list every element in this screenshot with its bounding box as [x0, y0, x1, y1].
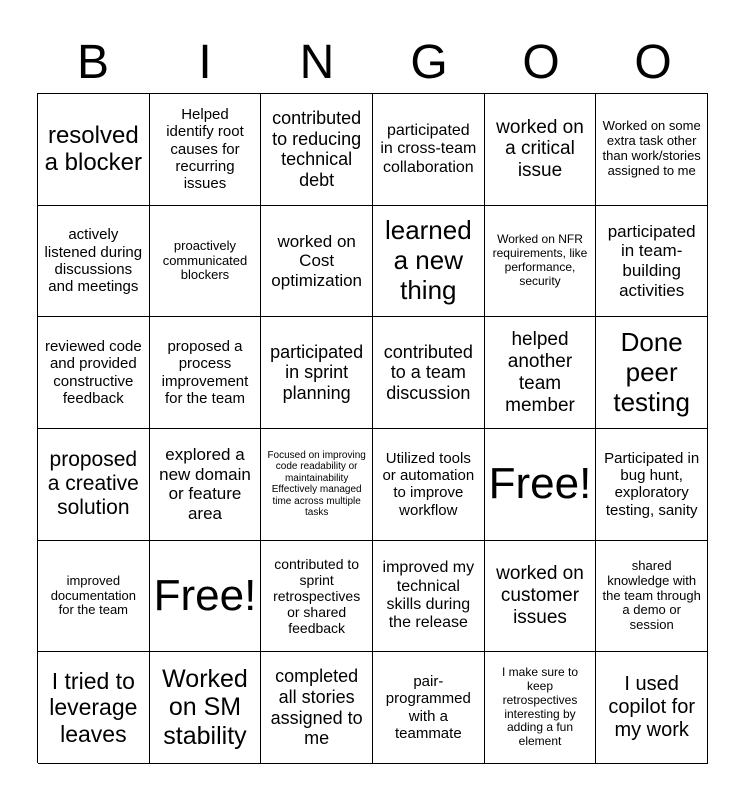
- bingo-cell[interactable]: proposed a creative solution: [38, 429, 150, 541]
- bingo-cell[interactable]: proposed a process improvement for the team: [150, 317, 262, 429]
- bingo-cell[interactable]: participated in sprint planning: [261, 317, 373, 429]
- bingo-cell[interactable]: Worked on some extra task other than work/stories assigned to me: [596, 94, 708, 206]
- bingo-cell[interactable]: contributed to reducing technical debt: [261, 94, 373, 206]
- bingo-cell[interactable]: resolved a blocker: [38, 94, 150, 206]
- bingo-header: [37, 30, 709, 94]
- bingo-cell[interactable]: participated in cross-team collaboration: [373, 94, 485, 206]
- bingo-cell[interactable]: Helped identify root causes for recurring issues: [150, 94, 262, 206]
- bingo-cell[interactable]: Worked on NFR requirements, like performance, security: [485, 206, 597, 318]
- bingo-cell[interactable]: worked on customer issues: [485, 541, 597, 653]
- bingo-cell[interactable]: pair-programmed with a teammate: [373, 652, 485, 764]
- bingo-cell[interactable]: Focused on improving code readability or maintainability Effectively managed time across multiple tasks: [261, 429, 373, 541]
- bingo-cell[interactable]: improved my technical skills during the release: [373, 541, 485, 653]
- bingo-cell[interactable]: improved documentation for the team: [38, 541, 150, 653]
- header-letter-i: I: [198, 35, 212, 89]
- bingo-cell[interactable]: actively listened during discussions and meetings: [38, 206, 150, 318]
- header-letter-g: G: [410, 35, 448, 89]
- bingo-cell[interactable]: I tried to leverage leaves: [38, 652, 150, 764]
- bingo-cell[interactable]: contributed to sprint retrospectives or shared feedback: [261, 541, 373, 653]
- bingo-cell[interactable]: worked on Cost optimization: [261, 206, 373, 318]
- free-cell[interactable]: Free!: [150, 541, 262, 653]
- bingo-cell[interactable]: shared knowledge with the team through a demo or session: [596, 541, 708, 653]
- header-letter-b: B: [76, 35, 109, 89]
- bingo-cell[interactable]: learned a new thing: [373, 206, 485, 318]
- bingo-cell[interactable]: I make sure to keep retrospectives interesting by adding a fun element: [485, 652, 597, 764]
- bingo-cell[interactable]: worked on a critical issue: [485, 94, 597, 206]
- bingo-cell[interactable]: Utilized tools or automation to improve workflow: [373, 429, 485, 541]
- bingo-cell[interactable]: completed all stories assigned to me: [261, 652, 373, 764]
- bingo-cell[interactable]: reviewed code and provided constructive feedback: [38, 317, 150, 429]
- bingo-cell[interactable]: I used copilot for my work: [596, 652, 708, 764]
- bingo-cell[interactable]: proactively communicated blockers: [150, 206, 262, 318]
- bingo-cell[interactable]: Participated in bug hunt, exploratory testing, sanity: [596, 429, 708, 541]
- bingo-board: [37, 93, 708, 763]
- free-cell[interactable]: Free!: [485, 429, 597, 541]
- bingo-cell[interactable]: helped another team member: [485, 317, 597, 429]
- bingo-cell[interactable]: contributed to a team discussion: [373, 317, 485, 429]
- header-letter-o: O: [522, 35, 560, 89]
- bingo-cell[interactable]: Worked on SM stability: [150, 652, 262, 764]
- header-letter-n: N: [299, 35, 335, 89]
- header-letter-o2: O: [634, 35, 672, 89]
- bingo-cell[interactable]: explored a new domain or feature area: [150, 429, 262, 541]
- bingo-cell[interactable]: participated in team-building activities: [596, 206, 708, 318]
- bingo-cell[interactable]: Done peer testing: [596, 317, 708, 429]
